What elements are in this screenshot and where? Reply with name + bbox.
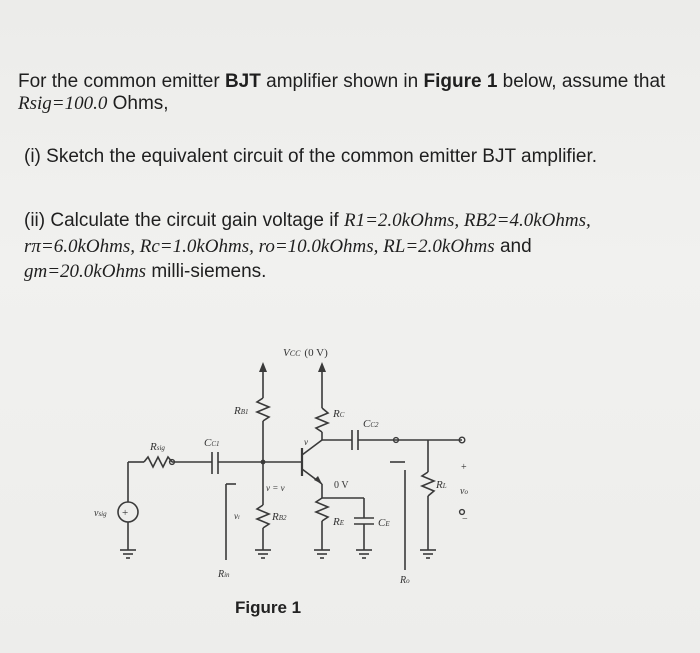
svg-text:RL: RL xyxy=(436,479,447,491)
text: Ohms, xyxy=(107,93,169,114)
svg-text:CE: CE xyxy=(378,517,390,529)
math-values: rπ=6.0kOhms, Rc=1.0kOhms, ro=10.0kOhms, RL=2.0kOhms xyxy=(24,236,495,257)
svg-text:v = v: v = v xyxy=(266,483,285,493)
rb2-resistor-icon xyxy=(257,505,269,528)
text: milli-siemens. xyxy=(146,261,267,282)
svg-text:+: + xyxy=(122,507,129,519)
text: below, assume that xyxy=(497,71,666,92)
svg-text:vo: vo xyxy=(460,486,468,497)
svg-text:v: v xyxy=(304,437,308,447)
svg-text:RB1: RB1 xyxy=(234,405,249,417)
svg-text:RC: RC xyxy=(333,408,345,420)
figure-caption: Figure 1 xyxy=(235,598,302,617)
svg-text:VCC(0 V): VCC (0 V) xyxy=(283,347,328,359)
svg-text:CC2: CC2 xyxy=(363,418,379,430)
rb1-resistor-icon xyxy=(257,398,269,421)
svg-text:+: + xyxy=(461,462,467,473)
math-values: R1=2.0kOhms, RB2=4.0kOhms, xyxy=(343,210,591,231)
text: For the common emitter xyxy=(18,71,225,92)
svg-text:RE: RE xyxy=(333,516,345,528)
svg-text:RB2: RB2 xyxy=(272,511,287,523)
svg-text:vsig: vsig xyxy=(94,508,107,519)
rsig-resistor-icon xyxy=(144,457,172,467)
text: (i) Sketch the equivalent circuit of the common emitter BJT amplifier. xyxy=(24,146,598,167)
re-resistor-icon xyxy=(316,498,328,521)
math-rsig: Rsig=100.0 xyxy=(18,93,108,114)
text-bold: Figure 1 xyxy=(423,71,498,92)
text: (ii) Calculate the circuit gain voltage if xyxy=(24,210,344,231)
math-gm: gm=20.0kOhms xyxy=(24,261,147,282)
rl-resistor-icon xyxy=(422,472,434,496)
svg-text:−: − xyxy=(462,514,468,525)
text: amplifier shown in xyxy=(260,71,424,92)
svg-text:Ro: Ro xyxy=(400,575,410,586)
svg-text:CC1: CC1 xyxy=(204,437,220,449)
text: and xyxy=(494,236,532,257)
svg-text:0 V: 0 V xyxy=(334,480,349,491)
text-bold: BJT xyxy=(224,71,261,92)
svg-text:vi: vi xyxy=(234,511,240,521)
svg-text:Rsig: Rsig xyxy=(150,441,165,453)
svg-text:Rin: Rin xyxy=(218,569,230,580)
rc-resistor-icon xyxy=(316,408,328,432)
